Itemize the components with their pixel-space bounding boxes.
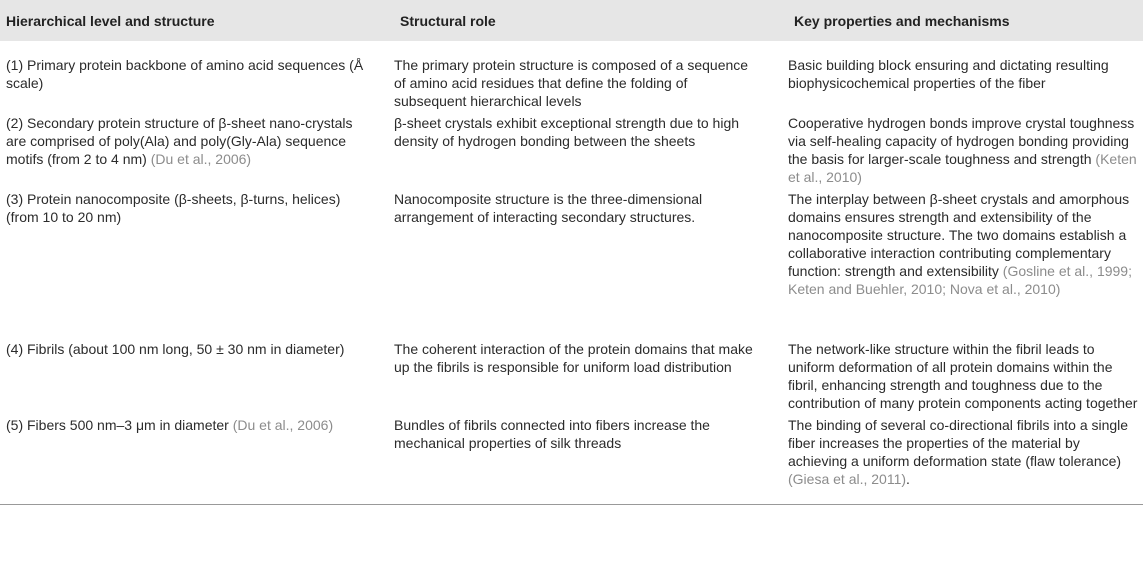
role-cell <box>394 336 788 412</box>
role-text: β-sheet crystals exhibit exceptional strength due to high density of hydrogen bonding between the sheets <box>394 115 740 149</box>
properties-text: Basic building block ensuring and dictating resulting biophysicochemical properties of the fiber <box>788 57 1109 91</box>
citation-link[interactable]: (Du et al., 2006) <box>232 417 334 433</box>
table-row <box>0 110 1143 186</box>
properties-tail: . <box>906 471 910 487</box>
header-row <box>0 0 1143 41</box>
level-cell <box>0 336 394 412</box>
properties-text: The binding of several co-directional fibrils into a single fiber increases the properties of the material by achieving a uniform deformation state (flaw tolerance) <box>788 417 1129 469</box>
properties-cell <box>788 412 1143 505</box>
properties-cell <box>788 110 1143 186</box>
role-cell <box>394 110 788 186</box>
level-cell <box>0 412 394 505</box>
role-text: The coherent interaction of the protein domains that make up the fibrils is responsible for uniform load distribution <box>394 341 753 375</box>
level-text: (3) Protein nanocomposite (β-sheets, β-turns, helices) (from 10 to 20 nm) <box>6 191 341 225</box>
level-cell <box>0 110 394 186</box>
role-text: Nanocomposite structure is the three-dimensional arrangement of interacting secondary structures. <box>394 191 703 225</box>
properties-cell <box>788 336 1143 412</box>
citation-link[interactable]: (Keten et al., 2010) <box>788 151 1137 185</box>
citation-link[interactable]: (Du et al., 2006) <box>150 151 252 167</box>
header-structural-role: Structural role <box>394 0 788 41</box>
properties-text: The network-like structure within the fibril leads to uniform deformation of all protein domains within the fibril, enhancing strength and toughness due to the contribution of many protein components acting together <box>788 341 1138 411</box>
role-cell <box>394 412 788 505</box>
level-text: (2) Secondary protein structure of β-sheet nano-crystals are comprised of poly(Ala) and poly(Gly-Ala) sequence motifs (from 2 to 4 nm) <box>6 115 353 167</box>
properties-cell <box>788 186 1143 336</box>
properties-text: Cooperative hydrogen bonds improve crystal toughness via self-healing capacity of hydrogen bonding providing the basis for larger-scale toughness and strength <box>788 115 1135 167</box>
table-header <box>0 0 1143 41</box>
table-row <box>0 412 1143 505</box>
role-text: The primary protein structure is composed of a sequence of amino acid residues that define the folding of subsequent hierarchical levels <box>394 57 749 109</box>
header-hierarchical-level: Hierarchical level and structure <box>0 0 394 41</box>
role-cell <box>394 186 788 336</box>
level-text: (4) Fibrils (about 100 nm long, 50 ± 30 nm in diameter) <box>6 341 345 357</box>
citation-link[interactable]: (Giesa et al., 2011) <box>788 471 907 487</box>
table-row <box>0 186 1143 336</box>
table-body <box>0 41 1143 505</box>
role-cell <box>394 41 788 110</box>
header-key-properties: Key properties and mechanisms <box>788 0 1143 41</box>
properties-text: The interplay between β-sheet crystals and amorphous domains ensures strength and extensibility of the nanocomposite structure. The two domains establish a collaborative interaction contributing complementary function: strength and extensibility <box>788 191 1130 279</box>
level-cell <box>0 41 394 110</box>
level-text: (5) Fibers 500 nm–3 μm in diameter <box>6 417 229 433</box>
level-text: (1) Primary protein backbone of amino acid sequences (Å scale) <box>6 57 364 91</box>
table-row <box>0 336 1143 412</box>
properties-cell <box>788 41 1143 110</box>
role-text: Bundles of fibrils connected into fibers increase the mechanical properties of silk threads <box>394 417 710 451</box>
table-row <box>0 41 1143 110</box>
citation-link[interactable]: (Gosline et al., 1999; Keten and Buehler, 2010; Nova et al., 2010) <box>788 263 1132 297</box>
level-cell <box>0 186 394 336</box>
